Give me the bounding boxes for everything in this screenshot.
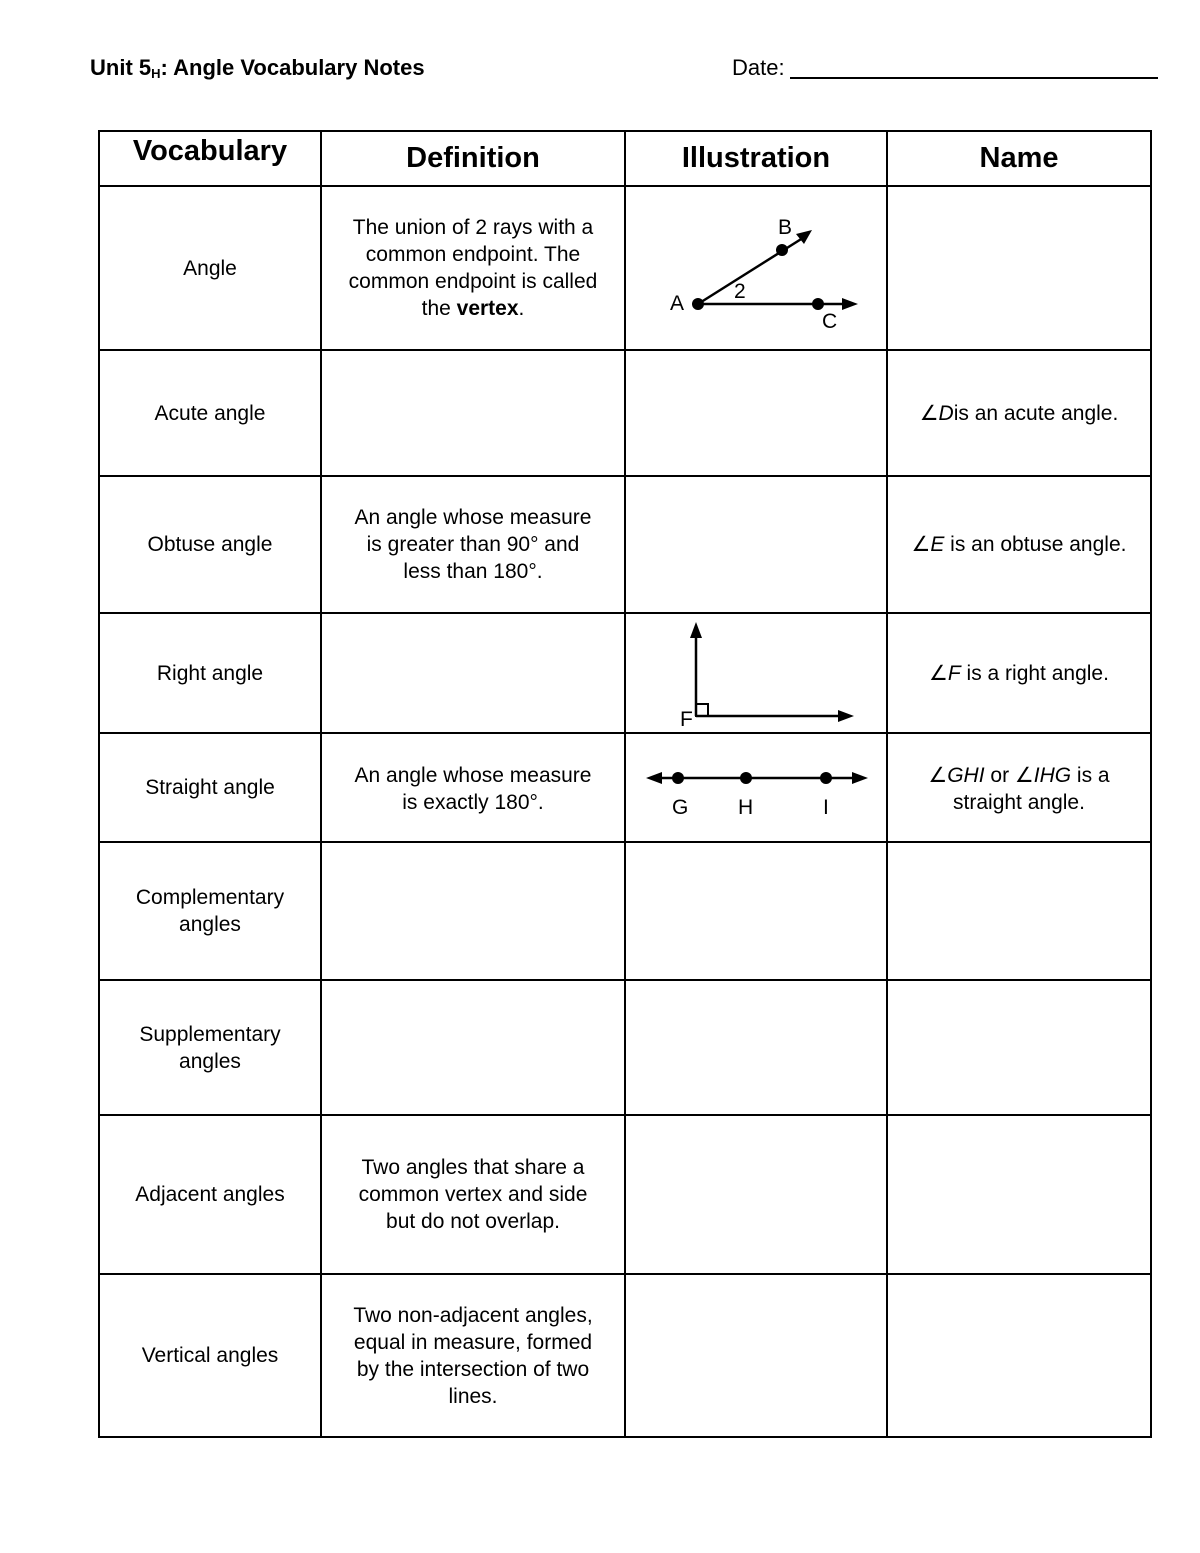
- point-h: [740, 772, 752, 784]
- definition-cell: The union of 2 rays with a common endpoint. The common endpoint is called the vertex.: [321, 186, 625, 350]
- illustration-cell[interactable]: [625, 350, 887, 476]
- table-row: [99, 476, 1151, 613]
- name-cell[interactable]: [887, 980, 1151, 1115]
- illustration-cell[interactable]: [625, 1115, 887, 1274]
- header-illustration: Illustration: [625, 131, 887, 186]
- name-cell: ∠F is a right angle.: [887, 613, 1151, 733]
- table-row: [99, 1115, 1151, 1274]
- point-b: [776, 244, 788, 256]
- point-i: [820, 772, 832, 784]
- ray-ab: [698, 236, 806, 304]
- illustration-cell[interactable]: [625, 842, 887, 980]
- definition-cell: Two non-adjacent angles, equal in measure, formed by the intersection of two lines.: [321, 1274, 625, 1437]
- vocabulary-table: [98, 130, 1152, 1438]
- term-cell: Acute angle: [99, 350, 321, 476]
- name-cell[interactable]: [887, 186, 1151, 350]
- name-cell[interactable]: [887, 1274, 1151, 1437]
- horizontal-ray-arrowhead: [838, 710, 854, 722]
- name-cell: ∠E is an obtuse angle.: [887, 476, 1151, 613]
- vertical-ray-arrowhead: [690, 622, 702, 638]
- illustration-cell: [625, 733, 887, 842]
- definition-cell: An angle whose measure is exactly 180°.: [321, 733, 625, 842]
- illustration-cell[interactable]: [625, 980, 887, 1115]
- header-name: Name: [887, 131, 1151, 186]
- point-c: [812, 298, 824, 310]
- page-title: Unit $5_H$: Angle Vocabulary Notes: [90, 55, 425, 81]
- name-cell[interactable]: [887, 1115, 1151, 1274]
- table-row: [99, 980, 1151, 1115]
- definition-cell: Two angles that share a common vertex and side but do not overlap.: [321, 1115, 625, 1274]
- date-label: Date:: [732, 55, 785, 80]
- illustration-cell: [625, 186, 887, 350]
- name-cell[interactable]: [887, 842, 1151, 980]
- table-row: [99, 842, 1151, 980]
- label-angle-2: 2: [734, 280, 746, 303]
- table-header-row: [99, 131, 1151, 186]
- table-row: [99, 186, 1151, 350]
- definition-cell[interactable]: [321, 980, 625, 1115]
- right-angle-diagram: [636, 618, 876, 728]
- label-b: B: [778, 216, 793, 239]
- table-row: [99, 350, 1151, 476]
- term-cell: Right angle: [99, 613, 321, 733]
- term-cell: Obtuse angle: [99, 476, 321, 613]
- table-row: [99, 1274, 1151, 1437]
- label-c: C: [822, 310, 838, 333]
- left-arrowhead: [646, 772, 662, 784]
- definition-cell: An angle whose measure is greater than 90° and less than 180°.: [321, 476, 625, 613]
- definition-cell[interactable]: [321, 350, 625, 476]
- definition-cell[interactable]: [321, 842, 625, 980]
- term-cell: Adjacent angles: [99, 1115, 321, 1274]
- illustration-cell[interactable]: [625, 1274, 887, 1437]
- illustration-cell[interactable]: [625, 476, 887, 613]
- label-h: H: [738, 795, 754, 819]
- term-cell: Angle: [99, 186, 321, 350]
- header-definition: Definition: [321, 131, 625, 186]
- illustration-cell: [625, 613, 887, 733]
- table-row: [99, 613, 1151, 733]
- angle-abc-diagram: [636, 198, 876, 338]
- term-cell: Complementary angles: [99, 842, 321, 980]
- definition-cell[interactable]: [321, 613, 625, 733]
- name-cell: ∠Dis an acute angle.: [887, 350, 1151, 476]
- name-cell: ∠GHI or ∠IHG is a straight angle.: [887, 733, 1151, 842]
- label-i: I: [823, 795, 829, 819]
- label-a: A: [670, 292, 685, 315]
- ray-ac-arrowhead: [842, 298, 858, 310]
- right-arrowhead: [852, 772, 868, 784]
- point-g: [672, 772, 684, 784]
- label-g: G: [672, 795, 689, 819]
- right-angle-marker: [696, 704, 708, 716]
- term-cell: Supplementary angles: [99, 980, 321, 1115]
- label-f: F: [680, 708, 693, 728]
- term-cell: Straight angle: [99, 733, 321, 842]
- term-cell: Vertical angles: [99, 1274, 321, 1437]
- header-vocabulary: Vocabulary: [99, 131, 321, 186]
- date-blank-line[interactable]: [790, 77, 1158, 79]
- straight-angle-diagram: [636, 748, 876, 828]
- point-a: [692, 298, 704, 310]
- table-row: [99, 733, 1151, 842]
